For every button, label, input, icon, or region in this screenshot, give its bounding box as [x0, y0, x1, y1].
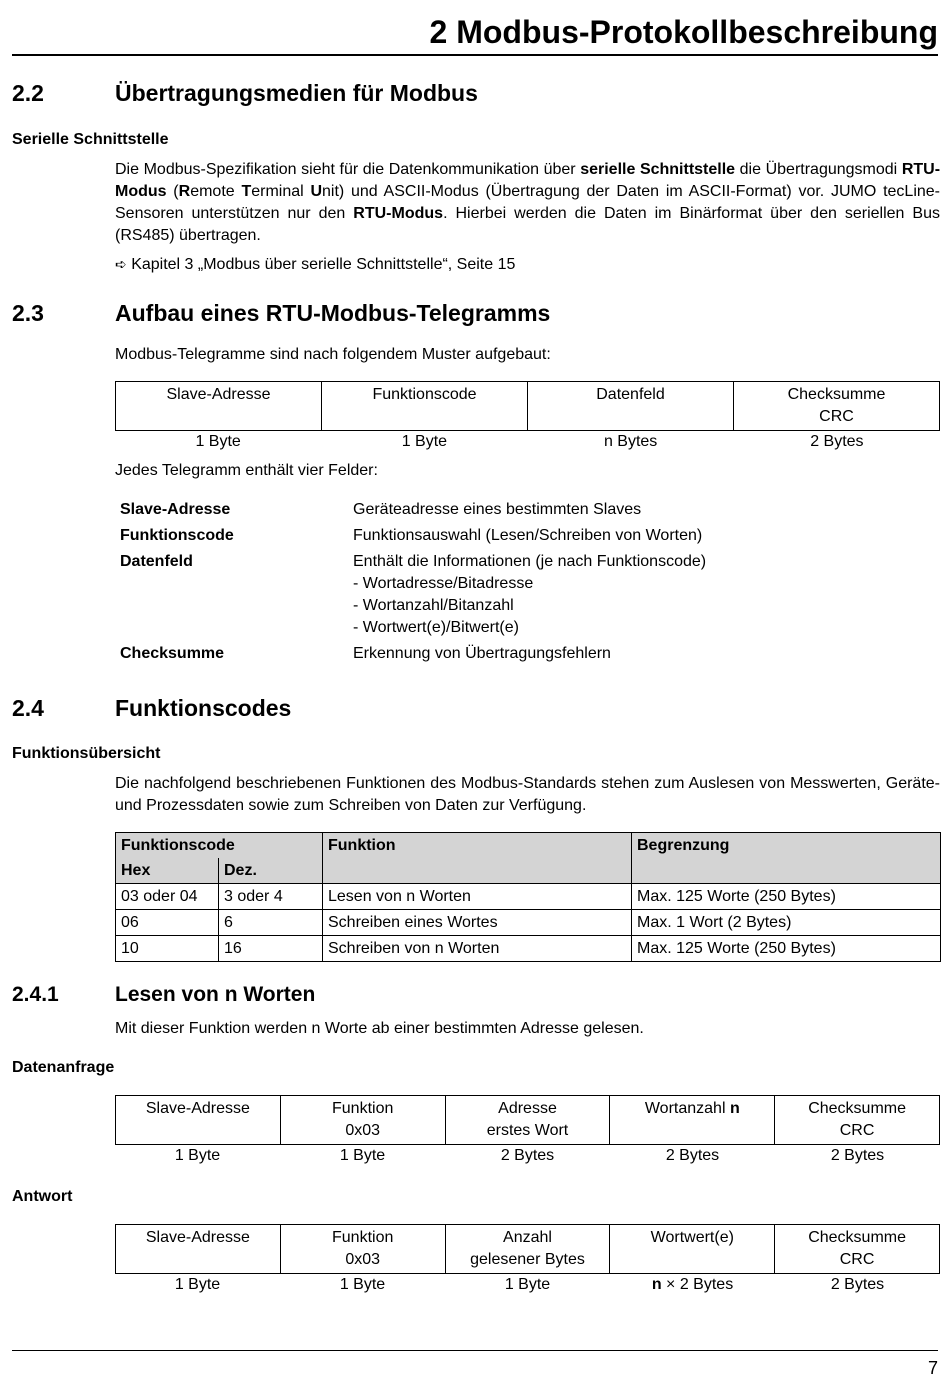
field-key: Funktionscode [120, 527, 234, 544]
size-label: 2 Bytes [830, 1147, 885, 1164]
subheading-serielle-schnittstelle: Serielle Schnittstelle [12, 131, 169, 148]
section-title: Lesen von n Worten [115, 983, 316, 1006]
frame-cell: Funktion 0x03 [280, 1225, 445, 1274]
telegram-frame-table [115, 381, 940, 431]
response-sizes [115, 1274, 940, 1296]
arrow-right-icon: ➪ [115, 256, 127, 272]
header-dez: Dez. [219, 858, 323, 884]
frame-cell-slave: Slave-Adresse [116, 382, 322, 431]
size-label: 1 Byte [174, 1147, 221, 1164]
response-frame-table [115, 1224, 940, 1274]
size-label: 1 Byte [339, 1147, 386, 1164]
footer-rule [12, 1350, 938, 1351]
size-label: 2 Bytes [830, 1276, 885, 1293]
field-desc: Funktionsauswahl (Lesen/Schreiben von Worten) [353, 527, 703, 544]
cell-function: Lesen von n Worten [323, 884, 632, 910]
chapter-title: 2 Modbus-Protokollbeschreibung [429, 14, 938, 50]
header-funktionscode: Funktionscode [116, 833, 323, 859]
telegram-sizes [115, 431, 940, 453]
frame-cell: Wortwert(e) [610, 1225, 775, 1274]
field-key: Datenfeld [120, 553, 193, 570]
cell-function: Schreiben von n Worten [323, 936, 632, 962]
table-row [116, 884, 941, 910]
field-key: Checksumme [120, 645, 225, 662]
header-begrenzung: Begrenzung [632, 833, 941, 884]
size-label: 2 Bytes [665, 1147, 720, 1164]
section-number: 2.3 [12, 300, 44, 326]
field-definition-list [115, 499, 815, 665]
frame-cell: Anzahl gelesener Bytes [445, 1225, 610, 1274]
size-label: 2 Bytes [500, 1147, 555, 1164]
cell-function: Schreiben eines Wortes [323, 910, 632, 936]
section-title: Funktionscodes [115, 695, 292, 721]
cell-dez: 6 [219, 910, 323, 936]
field-desc: Enthält die Informationen (je nach Funktionscode) - Wortadresse/Bitadresse - Wortanzahl/Bitanzahl - Wortwert(e)/Bitwert(e) [353, 553, 707, 636]
field-key: Slave-Adresse [120, 501, 231, 518]
size-label: 1 Byte [401, 433, 448, 450]
frame-cell: Checksumme CRC [775, 1225, 940, 1274]
subheading-datenanfrage: Datenanfrage [12, 1059, 115, 1076]
frame-cell-data: Datenfeld [528, 382, 734, 431]
paragraph-serial: Die Modbus-Spezifikation sieht für die Datenkommunikation über serielle Schnittstelle die Übertragungsmodi RTU-Modus (Remote Terminal Unit) und ASCII-Modus (Übertragung der Daten im ASCII-Format) vor. JUMO tecLine-Sensoren unterstützen nur den RTU-Modus. Hierbei werden die Daten im Binärformat über den seriellen Bus (RS485) übertragen. [115, 161, 941, 244]
page-number: 7 [927, 1358, 938, 1378]
size-label: 1 Byte [339, 1276, 386, 1293]
cell-dez: 16 [219, 936, 323, 962]
frame-cell-crc: Checksumme CRC [734, 382, 940, 431]
cell-hex: 03 oder 04 [116, 884, 219, 910]
function-code-table [115, 832, 941, 962]
size-label: 1 Byte [195, 433, 241, 450]
cross-reference-text: Kapitel 3 „Modbus über serielle Schnittstelle“, Seite 15 [131, 256, 516, 273]
section-title: Aufbau eines RTU-Modbus-Telegramms [115, 300, 551, 326]
section-number: 2.4.1 [12, 983, 59, 1006]
table-row [116, 936, 941, 962]
section-title: Übertragungsmedien für Modbus [115, 80, 478, 106]
paragraph-functions: Die nachfolgend beschriebenen Funktionen des Modbus-Standards stehen zum Auslesen von Messwerten, Geräte- und Prozessdaten sowie zum Schreiben von Daten zur Verfügung. [115, 775, 940, 814]
request-frame-table [115, 1095, 940, 1145]
subheading-funktionsuebersicht: Funktionsübersicht [12, 745, 161, 762]
section-number: 2.2 [12, 80, 44, 106]
cell-hex: 06 [116, 910, 219, 936]
read-intro: Mit dieser Funktion werden n Worte ab einer bestimmten Adresse gelesen. [115, 1020, 644, 1037]
subheading-antwort: Antwort [12, 1188, 73, 1205]
size-label: 2 Bytes [810, 433, 864, 450]
header-funktion: Funktion [323, 833, 632, 884]
frame-cell: Checksumme CRC [775, 1096, 940, 1145]
field-desc: Erkennung von Übertragungsfehlern [353, 645, 611, 662]
cell-dez: 3 oder 4 [219, 884, 323, 910]
cross-reference[interactable] [115, 253, 515, 276]
field-desc: Geräteadresse eines bestimmten Slaves [353, 501, 642, 518]
frame-cell: Adresse erstes Wort [445, 1096, 610, 1145]
request-sizes [115, 1145, 940, 1167]
cell-limit: Max. 125 Worte (250 Bytes) [632, 884, 941, 910]
frame-cell-code: Funktionscode [322, 382, 528, 431]
header-rule [12, 54, 938, 56]
size-label: 1 Byte [504, 1276, 551, 1293]
fields-intro: Jedes Telegramm enthält vier Felder: [115, 462, 378, 479]
size-label: 1 Byte [174, 1276, 221, 1293]
frame-cell: Funktion 0x03 [280, 1096, 445, 1145]
section-number: 2.4 [12, 695, 44, 721]
table-row [116, 910, 941, 936]
size-label: n Bytes [603, 433, 658, 450]
cell-hex: 10 [116, 936, 219, 962]
size-label: n × 2 Bytes [651, 1276, 734, 1293]
header-hex: Hex [116, 858, 219, 884]
frame-cell: Wortanzahl n [610, 1096, 775, 1145]
cell-limit: Max. 125 Worte (250 Bytes) [632, 936, 941, 962]
frame-cell: Slave-Adresse [116, 1225, 281, 1274]
cell-limit: Max. 1 Wort (2 Bytes) [632, 910, 941, 936]
telegram-intro: Modbus-Telegramme sind nach folgendem Muster aufgebaut: [115, 346, 551, 363]
frame-cell: Slave-Adresse [116, 1096, 281, 1145]
